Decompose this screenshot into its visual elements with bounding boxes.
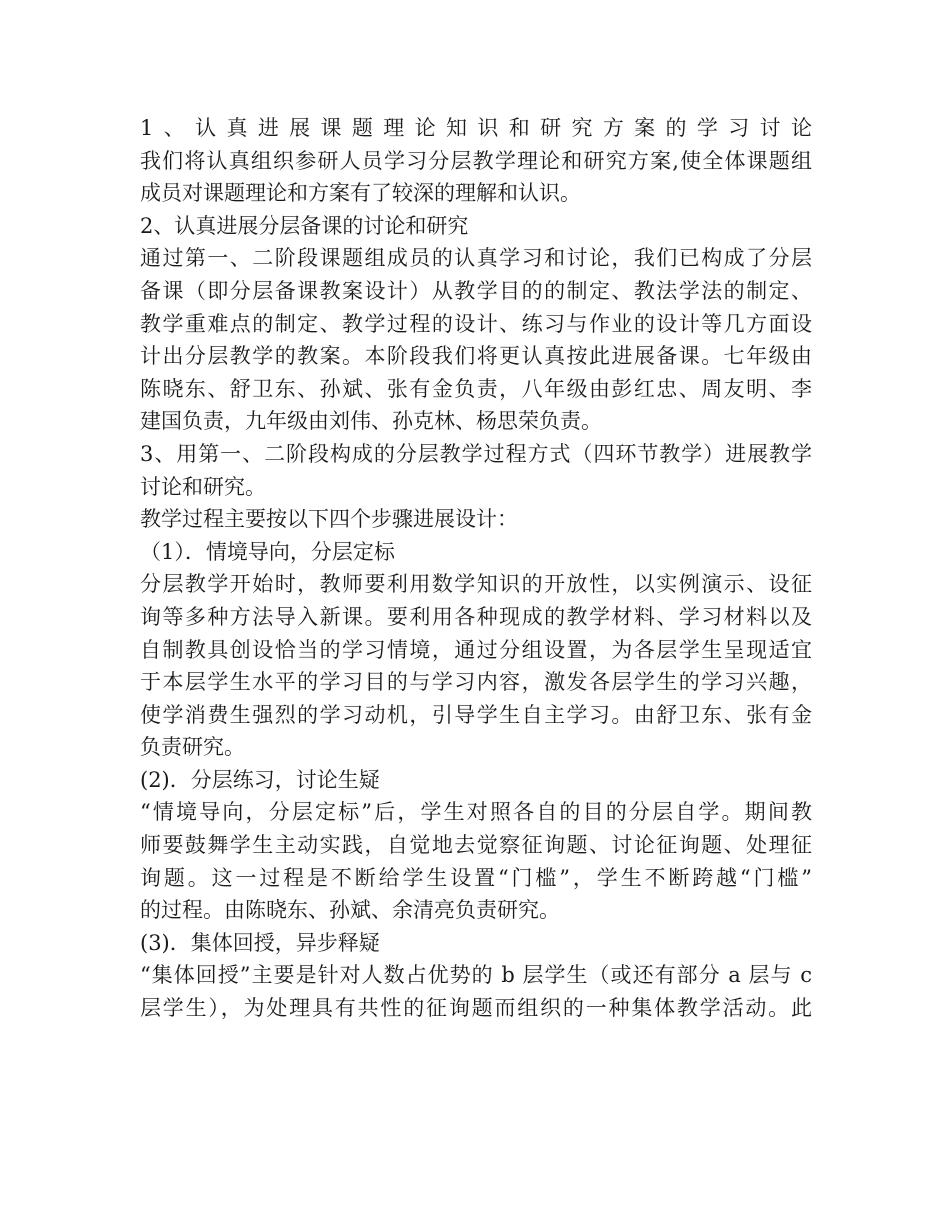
paragraph-line: 自制教具创设恰当的学习情境，通过分组设置，为各层学生呈现适宜 — [140, 637, 812, 662]
paragraph-line: 陈晓东、舒卫东、孙斌、张有金负责，八年级由彭红忠、周友明、李 — [140, 376, 812, 401]
subheading-3: (3)．集体回授，异步释疑 — [140, 930, 380, 955]
paragraph-line: 师要鼓舞学生主动实践，自觉地去觉察征询题、讨论征询题、处理征 — [140, 833, 812, 858]
paragraph-line: 建国负责，九年级由刘伟、孙克林、杨思荣负责。 — [140, 409, 602, 434]
heading-3: 3、用第一、二阶段构成的分层教学过程方式（四环节教学）进展教学 — [140, 441, 812, 466]
heading-3-continued: 讨论和研究。 — [140, 474, 266, 499]
paragraph-line: 于本层学生水平的学习目的与学习内容，激发各层学生的学习兴趣， — [140, 670, 812, 695]
heading-1: 1、认真进展课题理论知识和研究方案的学习讨论 — [140, 116, 812, 140]
paragraph-line: 我们将认真组织参研人员学习分层教学理论和研究方案,使全体课题组 — [140, 148, 812, 173]
paragraph-line: 备课（即分层备课教案设计）从教学目的的制定、教法学法的制定、 — [140, 278, 812, 303]
heading-2: 2、认真进展分层备课的讨论和研究 — [140, 213, 469, 238]
paragraph-line: “情境导向，分层定标”后，学生对照各自的目的分层自学。期间教 — [140, 800, 812, 825]
paragraph-line: 成员对课题理论和方案有了较深的理解和认识。 — [140, 181, 581, 206]
subheading-2: (2)．分层练习，讨论生疑 — [140, 767, 380, 792]
paragraph-line: 分层教学开始时，教师要利用数学知识的开放性，以实例演示、设征 — [140, 572, 812, 597]
paragraph-line: 负责研究。 — [140, 735, 245, 760]
paragraph-line: 询等多种方法导入新课。要利用各种现成的教学材料、学习材料以及 — [140, 604, 812, 629]
paragraph-line: 教学过程主要按以下四个步骤进展设计： — [140, 507, 518, 532]
subheading-1: （1）．情境导向，分层定标 — [140, 539, 395, 564]
paragraph-line: 计出分层教学的教案。本阶段我们将更认真按此进展备课。七年级由 — [140, 344, 812, 369]
paragraph-line: 通过第一、二阶段课题组成员的认真学习和讨论，我们已构成了分层 — [140, 246, 812, 271]
paragraph-line: 层学生），为处理具有共性的征询题而组织的一种集体教学活动。此 — [140, 996, 812, 1021]
paragraph-line: “集体回授”主要是针对人数占优势的 b 层学生（或还有部分 a 层与 c — [140, 963, 812, 988]
document-page — [140, 112, 812, 1025]
paragraph-line: 使学消费生强烈的学习动机，引导学生自主学习。由舒卫东、张有金 — [140, 702, 812, 727]
paragraph-line: 教学重难点的制定、教学过程的设计、练习与作业的设计等几方面设 — [140, 311, 812, 336]
paragraph-line: 的过程。由陈晓东、孙斌、余清亮负责研究。 — [140, 898, 560, 923]
paragraph-line: 询题。这一过程是不断给学生设置“门槛”，学生不断跨越“门槛” — [140, 865, 812, 890]
